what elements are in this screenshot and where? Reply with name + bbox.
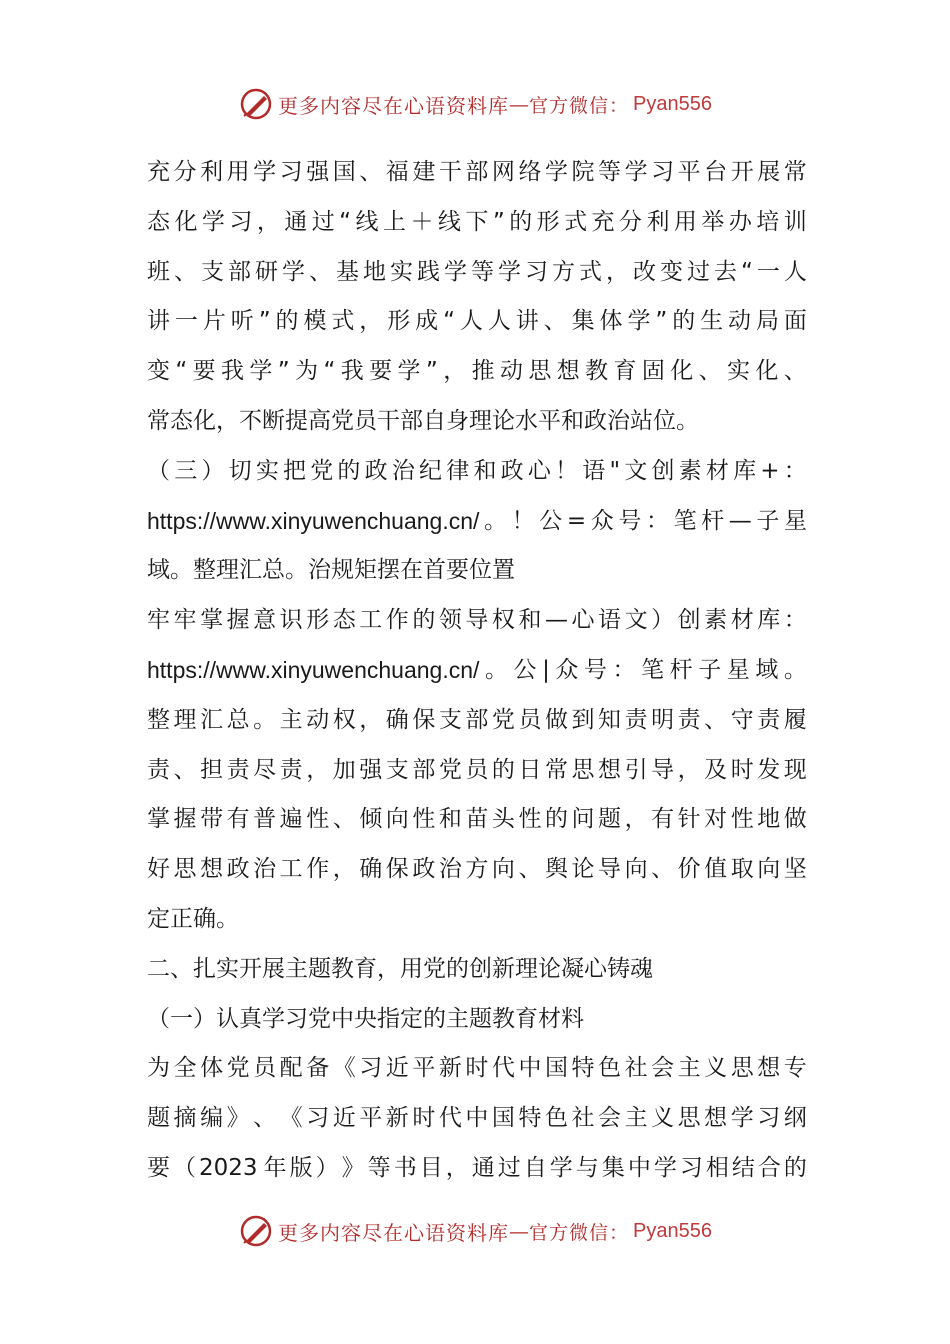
banner-wechat-label: 官方微信： <box>529 1221 630 1244</box>
header-watermark-banner <box>0 84 950 124</box>
banner-wechat-id: Pyan556 <box>633 92 712 115</box>
text-line: 讲 一 片 听 ” 的 模 式 ， 形 成 “ 人 人 讲 、 集 体 学 ” 的 生 动 局 面 <box>147 308 807 335</box>
text-line: 题 摘 编 》 、 《 习 近 平 新 时 代 中 国 特 色 社 会 主 义 思 想 学 习 纲 <box>147 1105 807 1132</box>
pen-seal-logo-icon <box>238 1213 274 1249</box>
text-line: 态 化 学 习 ， 通 过 “ 线 上 ＋ 线 下 ” 的 形 式 充 分 利 用 举 办 培 训 <box>147 208 807 235</box>
text-line: 域。整理汇总。治规矩摆在首要位置 <box>147 557 515 584</box>
text-line: 充 分 利 用 学 习 强 国 、 福 建 干 部 网 络 学 院 等 学 习 平 台 开 展 常 <box>147 159 807 185</box>
text-line: 整 理 汇 总 。 主 动 权 ， 确 保 支 部 党 员 做 到 知 责 明 责 、 守 责 履 <box>147 706 807 733</box>
footer-watermark-banner <box>0 1211 950 1251</box>
text-line: 变 “ 要 我 学 ” 为 “ 我 要 学 ” ， 推 动 思 想 教 育 固 化 、 实 化 、 <box>147 358 807 385</box>
banner-separator: — <box>509 92 529 116</box>
text-line: https://www.xinyuwenchuang.cn/ 。 公 | 众 号 ： 笔 杆 子 星 域 。 <box>147 656 807 683</box>
text-line: 定正确。 <box>147 905 239 932</box>
banner-wechat-label: 官方微信： <box>529 94 630 117</box>
banner-title: 更多内容尽在心语资料库 <box>278 93 509 118</box>
subsection-heading: （一）认真学习党中央指定的主题教育材料 <box>147 1005 584 1032</box>
text-line: 常态化，不断提高党员干部自身理论水平和政治站位。 <box>147 407 699 434</box>
text-line: 责 、 担 责 尽 责 ， 加 强 支 部 党 员 的 日 常 思 想 引 导 ， 及 时 发 现 <box>147 756 807 783</box>
section-heading: 二、扎实开展主题教育，用党的创新理论凝心铸魂 <box>147 955 653 982</box>
text-line: https://www.xinyuwenchuang.cn/ 。 ！ 公 = 众 号 ： 笔 杆 — 子 星 <box>147 507 807 534</box>
banner-wechat-id: Pyan556 <box>633 1219 712 1242</box>
text-line: 好 思 想 政 治 工 作 ， 确 保 政 治 方 向 、 舆 论 导 向 、 价 值 取 向 坚 <box>147 856 807 883</box>
text-line: 班 、 支 部 研 学 、 基 地 实 践 学 等 学 习 方 式 ， 改 变 过 去 “ 一 人 <box>147 258 807 285</box>
text-line: 要 （ 2023 年 版 ） 》 等 书 目 ， 通 过 自 学 与 集 中 学 习 相 结 合 的 <box>147 1154 807 1181</box>
text-line: 掌 握 带 有 普 遍 性 、 倾 向 性 和 苗 头 性 的 问 题 ， 有 针 对 性 地 做 <box>147 806 807 833</box>
text-line: （ 三 ） 切 实 把 党 的 政 治 纪 律 和 政 心 ！ 语 " 文 创 素 材 库 + ： <box>147 457 807 484</box>
pen-seal-logo-icon <box>238 86 274 122</box>
banner-separator: — <box>509 1219 529 1243</box>
banner-title: 更多内容尽在心语资料库 <box>278 1220 509 1245</box>
document-body <box>147 148 807 1194</box>
text-line: 牢 牢 掌 握 意 识 形 态 工 作 的 领 导 权 和 — 心 语 文 ） 创 素 材 库 ： <box>147 607 807 634</box>
text-line: 为 全 体 党 员 配 备 《 习 近 平 新 时 代 中 国 特 色 社 会 主 义 思 想 专 <box>147 1055 807 1082</box>
